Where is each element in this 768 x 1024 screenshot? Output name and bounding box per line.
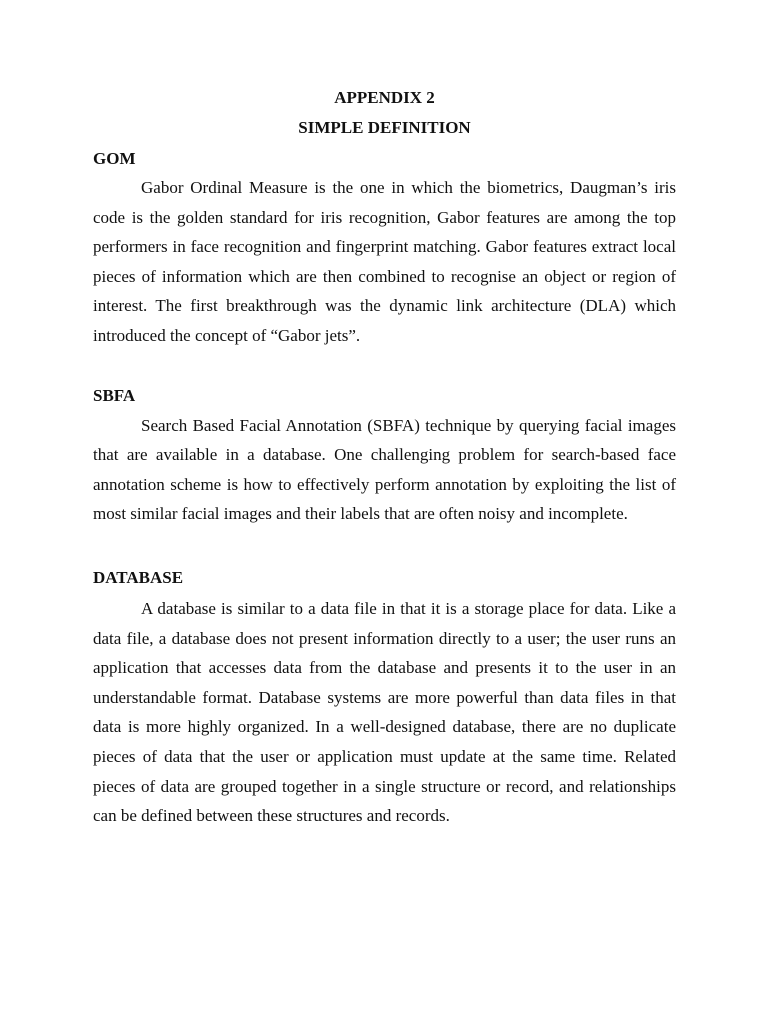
section-heading-gom: GOM (93, 149, 136, 168)
section-heading-sbfa: SBFA (93, 385, 136, 405)
section-body-database: A database is similar to a data file in that it is a storage place for data. Like a data file, a database does not present information directly to a user; the user runs an application that accesses data from the database and presents it to the user in an understandable format. Database systems are more powerful than data files in that data is more highly organized. In a well-designed database, there are no duplicate pieces of data that the user or application must update at the same time. Related pieces of data are grouped together in a single structure or record, and relationships can be defined between these structures and records. (93, 598, 676, 826)
section-body-sbfa: Search Based Facial Annotation (SBFA) technique by querying facial images that are available in a database. One challenging problem for search-based face annotation scheme is how to effectively perform annotation by exploiting the list of most similar facial images and their labels that are often noisy and incomplete. (93, 415, 676, 524)
document-page (93, 84, 676, 831)
section-heading-database: DATABASE (93, 567, 184, 587)
section-body-gom: Gabor Ordinal Measure is the one in which the biometrics, Daugman’s iris code is the golden standard for iris recognition, Gabor features are among the top performers in face recognition and fingerprint matching. Gabor features extract local pieces of information which are then combined to recognise an object or region of interest. The first breakthrough was the dynamic link architecture (DLA) which introduced the concept of “Gabor jets”. (93, 178, 676, 345)
appendix-title: APPENDIX 2 (334, 88, 435, 107)
appendix-subtitle: SIMPLE DEFINITION (298, 118, 471, 137)
